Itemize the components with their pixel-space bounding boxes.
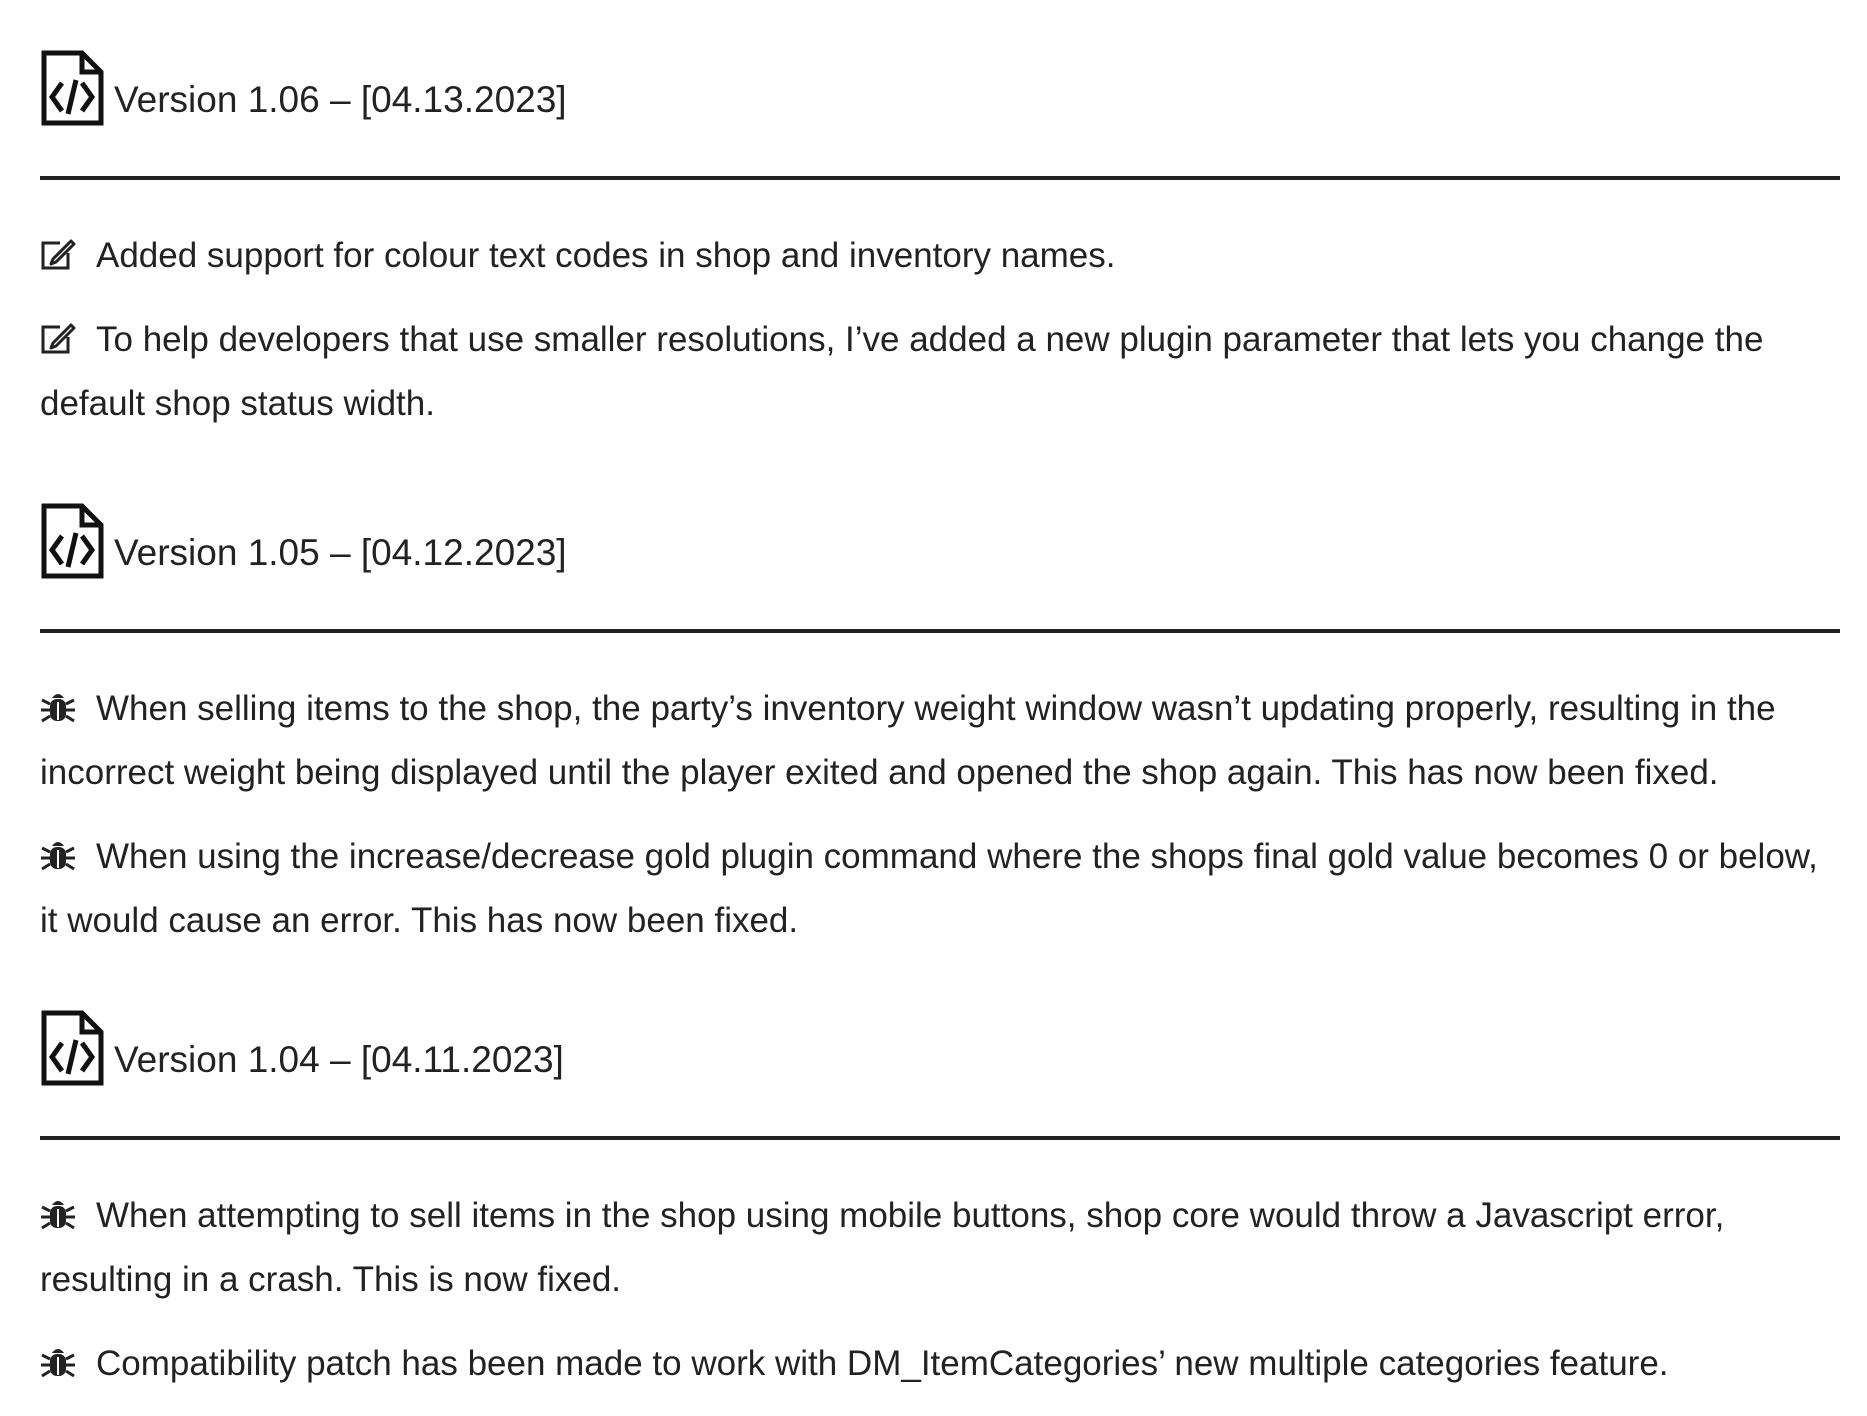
edit-icon <box>40 237 76 271</box>
file-code-icon <box>40 503 104 579</box>
bug-icon <box>40 1345 76 1379</box>
version-block <box>40 50 1840 456</box>
version-header <box>40 503 1840 579</box>
entry-list <box>40 224 1840 436</box>
entry-text: When selling items to the shop, the party’s inventory weight window wasn’t updating properly, resulting in the incorrect weight being displayed until the player exited and opened the shop again. This has now been fixed. <box>40 689 1776 792</box>
changelog-entry <box>40 677 1840 805</box>
version-block <box>40 503 1840 973</box>
edit-icon <box>40 321 76 355</box>
bug-icon <box>40 690 76 724</box>
version-header <box>40 1010 1840 1086</box>
file-code-icon <box>40 50 104 126</box>
changelog-entry <box>40 825 1840 953</box>
divider <box>40 176 1840 180</box>
bug-icon <box>40 1197 76 1231</box>
entry-text: Compatibility patch has been made to work with DM_ItemCategories’ new multiple categories feature. <box>96 1344 1669 1383</box>
entry-text: To help developers that use smaller resolutions, I’ve added a new plugin parameter that lets you change the default shop status width. <box>40 320 1764 423</box>
file-code-icon <box>40 1010 104 1086</box>
divider <box>40 629 1840 633</box>
divider <box>40 1136 1840 1140</box>
changelog-entry <box>40 1332 1840 1396</box>
changelog-entry <box>40 1184 1840 1312</box>
entry-text: Added support for colour text codes in shop and inventory names. <box>96 236 1116 275</box>
version-block <box>40 1010 1840 1416</box>
entry-text: When attempting to sell items in the shop using mobile buttons, shop core would throw a Javascript error, resulting in a crash. This is now fixed. <box>40 1196 1725 1299</box>
version-title: Version 1.04 – [04.11.2023] <box>114 1039 564 1080</box>
entry-list <box>40 677 1840 953</box>
version-title: Version 1.06 – [04.13.2023] <box>114 79 567 120</box>
entry-text: When using the increase/decrease gold plugin command where the shops final gold value becomes 0 or below, it would cause an error. This has now been fixed. <box>40 837 1818 940</box>
changelog-entry <box>40 308 1840 436</box>
changelog-entry <box>40 224 1840 288</box>
entry-list <box>40 1184 1840 1396</box>
version-header <box>40 50 1840 126</box>
version-title: Version 1.05 – [04.12.2023] <box>114 532 567 573</box>
bug-icon <box>40 838 76 872</box>
